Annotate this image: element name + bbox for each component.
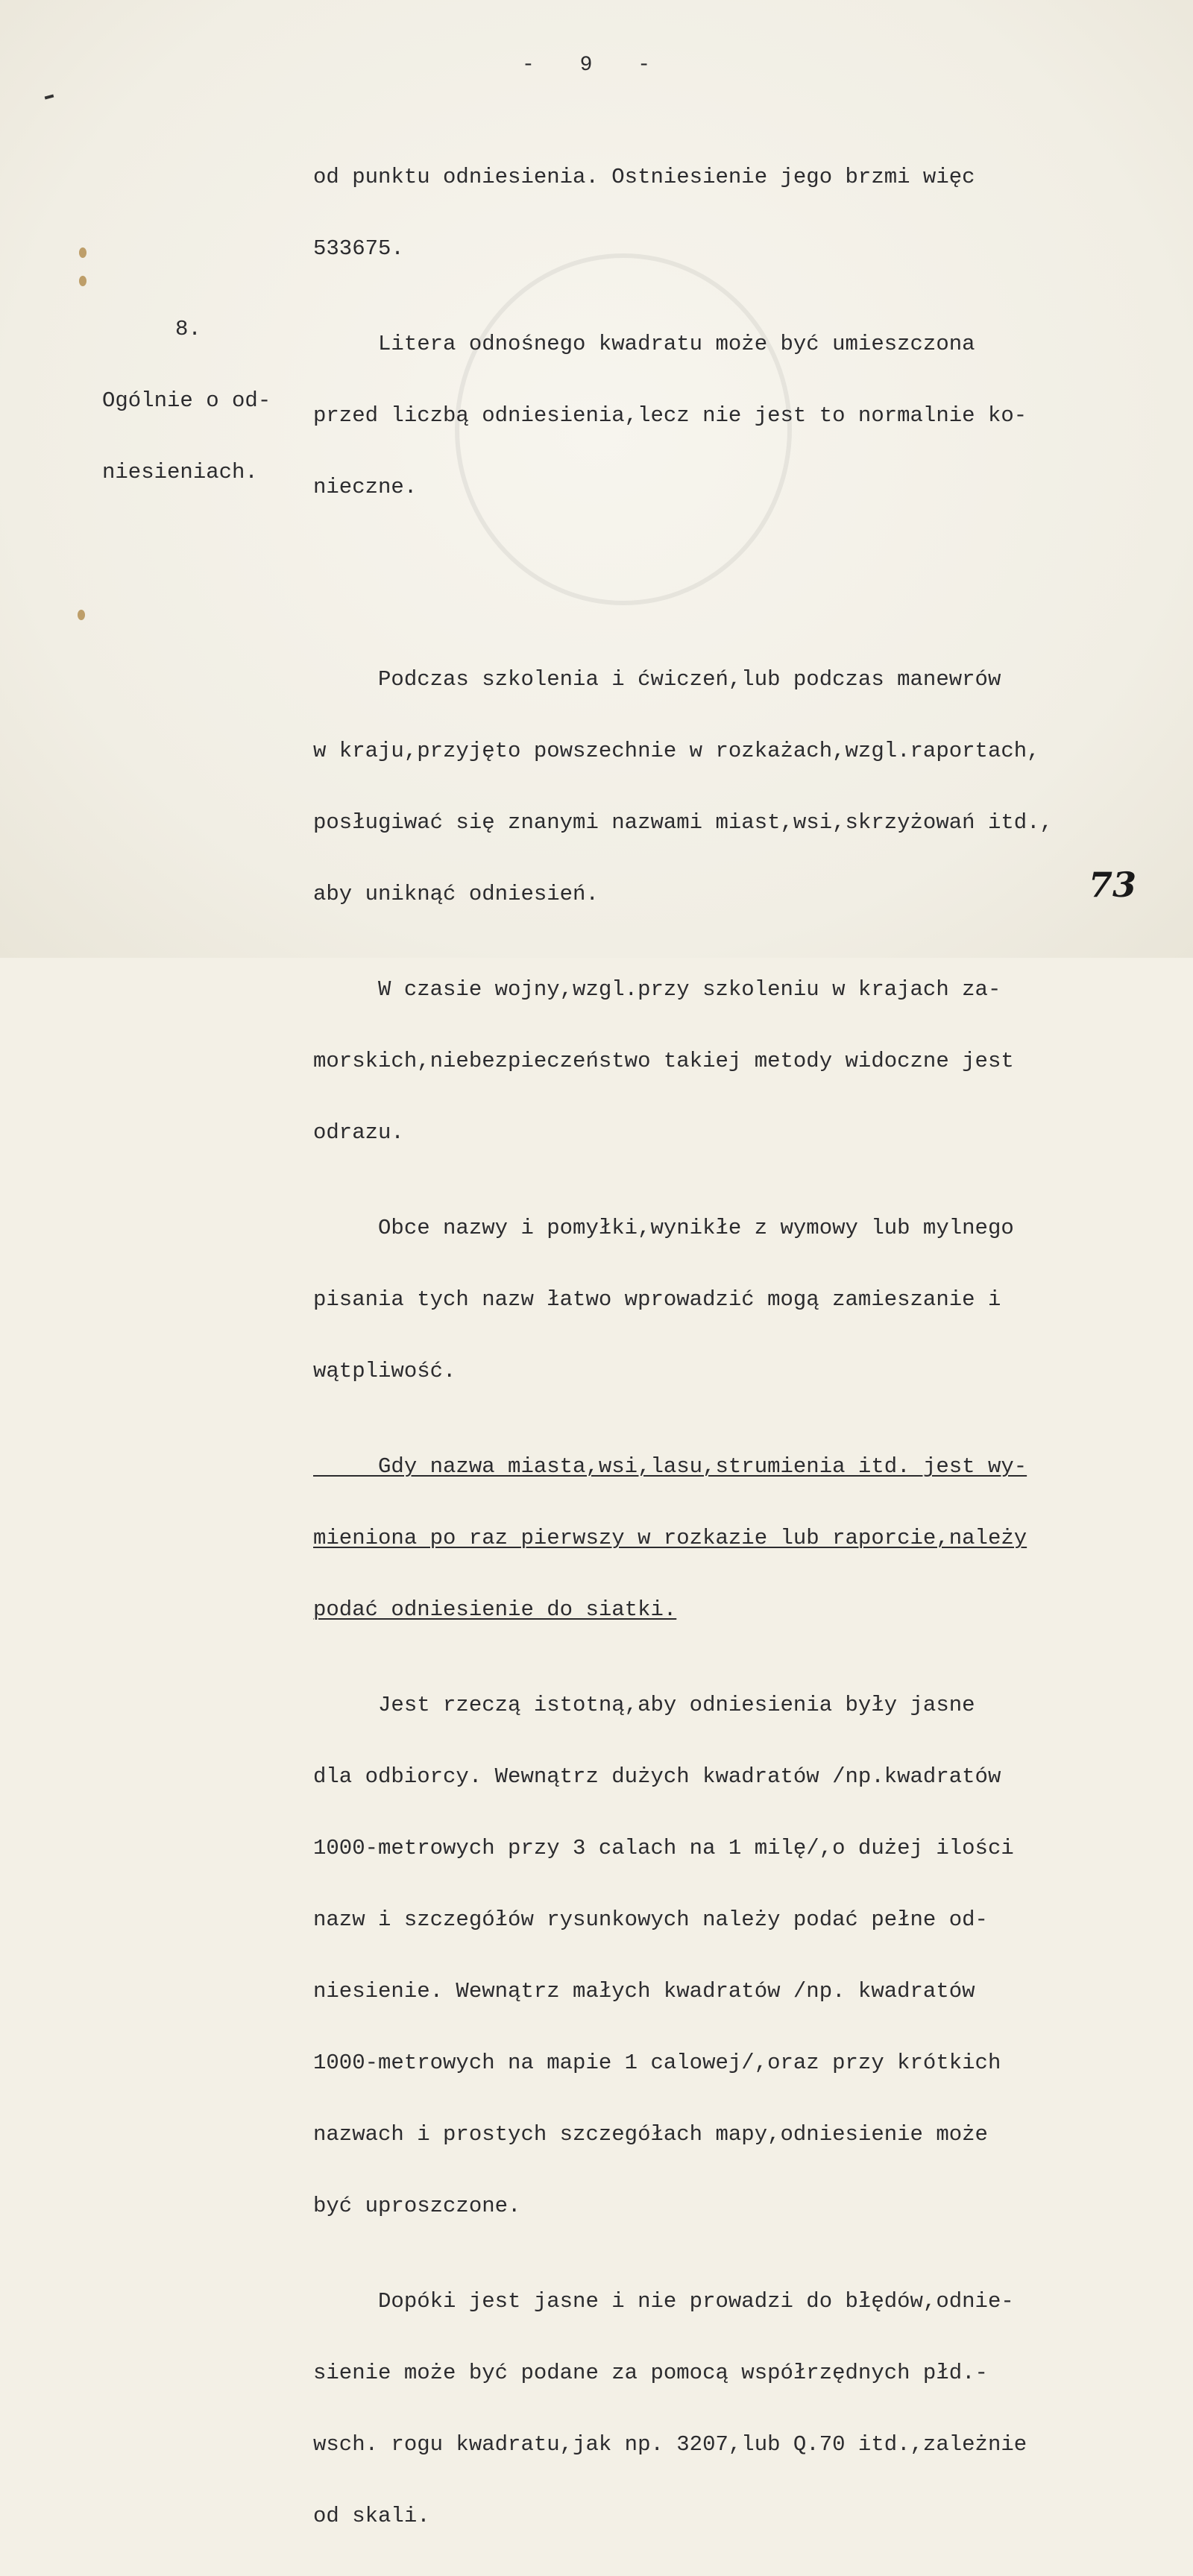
text-line: 533675.: [313, 236, 404, 261]
text-line: być uproszczone.: [313, 2194, 521, 2218]
binding-hole: [79, 247, 86, 258]
text-line: od punktu odniesienia. Ostniesienie jego brzmi więc: [313, 165, 975, 189]
margin-title-line: niesieniach.: [102, 460, 258, 484]
underlined-text-line: podać odniesienie do siatki.: [313, 1597, 677, 1622]
text-line: w kraju,przyjęto powszechnie w rozkażach,wzgl.raportach,: [313, 739, 1040, 763]
text-line: sienie może być podane za pomocą współrzędnych płd.-: [313, 2361, 988, 2385]
section-number: 8.: [175, 317, 201, 341]
text-line: aby uniknąć odniesień.: [313, 882, 599, 906]
binding-hole: [78, 610, 85, 620]
text-line: Jest rzeczą istotną,aby odniesienia były jasne: [313, 1693, 975, 1717]
text-line: odrazu.: [313, 1120, 404, 1145]
text-line: Podczas szkolenia i ćwiczeń,lub podczas manewrów: [313, 667, 1001, 692]
handwritten-page-number: 73: [1089, 865, 1137, 905]
text-line: wsch. rogu kwadratu,jak np. 3207,lub Q.70 itd.,zależnie: [313, 2432, 1027, 2457]
text-line: dla odbiorcy. Wewnątrz dużych kwadratów /np.kwadratów: [313, 1764, 1001, 1789]
text-line: wątpliwość.: [313, 1359, 456, 1383]
ink-mark: [45, 95, 54, 100]
body-text: [313, 118, 1163, 2576]
text-line: posługiwać się znanymi nazwami miast,wsi,skrzyżowań itd.,: [313, 810, 1053, 835]
text-line: niesienie. Wewnątrz małych kwadratów /np. kwadratów: [313, 1979, 975, 2004]
text-line: W czasie wojny,wzgl.przy szkoleniu w krajach za-: [313, 977, 1001, 1002]
text-line: Litera odnośnego kwadratu może być umieszczona: [313, 332, 975, 356]
text-line: przed liczbą odniesienia,lecz nie jest to normalnie ko-: [313, 403, 1027, 428]
spacer: [313, 571, 1163, 596]
text-line: Obce nazwy i pomyłki,wynikłe z wymowy lub mylnego: [313, 1216, 1014, 1240]
underlined-text-line: mieniona po raz pierwszy w rozkazie lub raporcie,należy: [313, 1526, 1027, 1550]
margin-title-line: Ogólnie o od-: [102, 388, 271, 413]
page-number: - 9 -: [522, 54, 667, 77]
text-line: nazw i szczegółów rysunkowych należy podać pełne od-: [313, 1907, 988, 1932]
text-line: morskich,niebezpieczeństwo takiej metody widoczne jest: [313, 1049, 1014, 1073]
underlined-text-line: Gdy nazwa miasta,wsi,lasu,strumienia itd. jest wy-: [313, 1454, 1027, 1479]
text-line: Dopóki jest jasne i nie prowadzi do błędów,odnie-: [313, 2289, 1014, 2314]
text-line: pisania tych nazw łatwo wprowadzić mogą zamieszanie i: [313, 1287, 1001, 1312]
binding-hole: [79, 276, 86, 286]
text-line: 1000-metrowych na mapie 1 calowej/,oraz przy krótkich: [313, 2051, 1001, 2075]
text-line: nieczne.: [313, 475, 418, 499]
text-line: 1000-metrowych przy 3 calach na 1 milę/,o dużej ilości: [313, 1836, 1014, 1860]
text-line: nazwach i prostych szczegółach mapy,odniesienie może: [313, 2122, 988, 2147]
margin-heading: [102, 270, 303, 532]
text-line: od skali.: [313, 2504, 430, 2528]
